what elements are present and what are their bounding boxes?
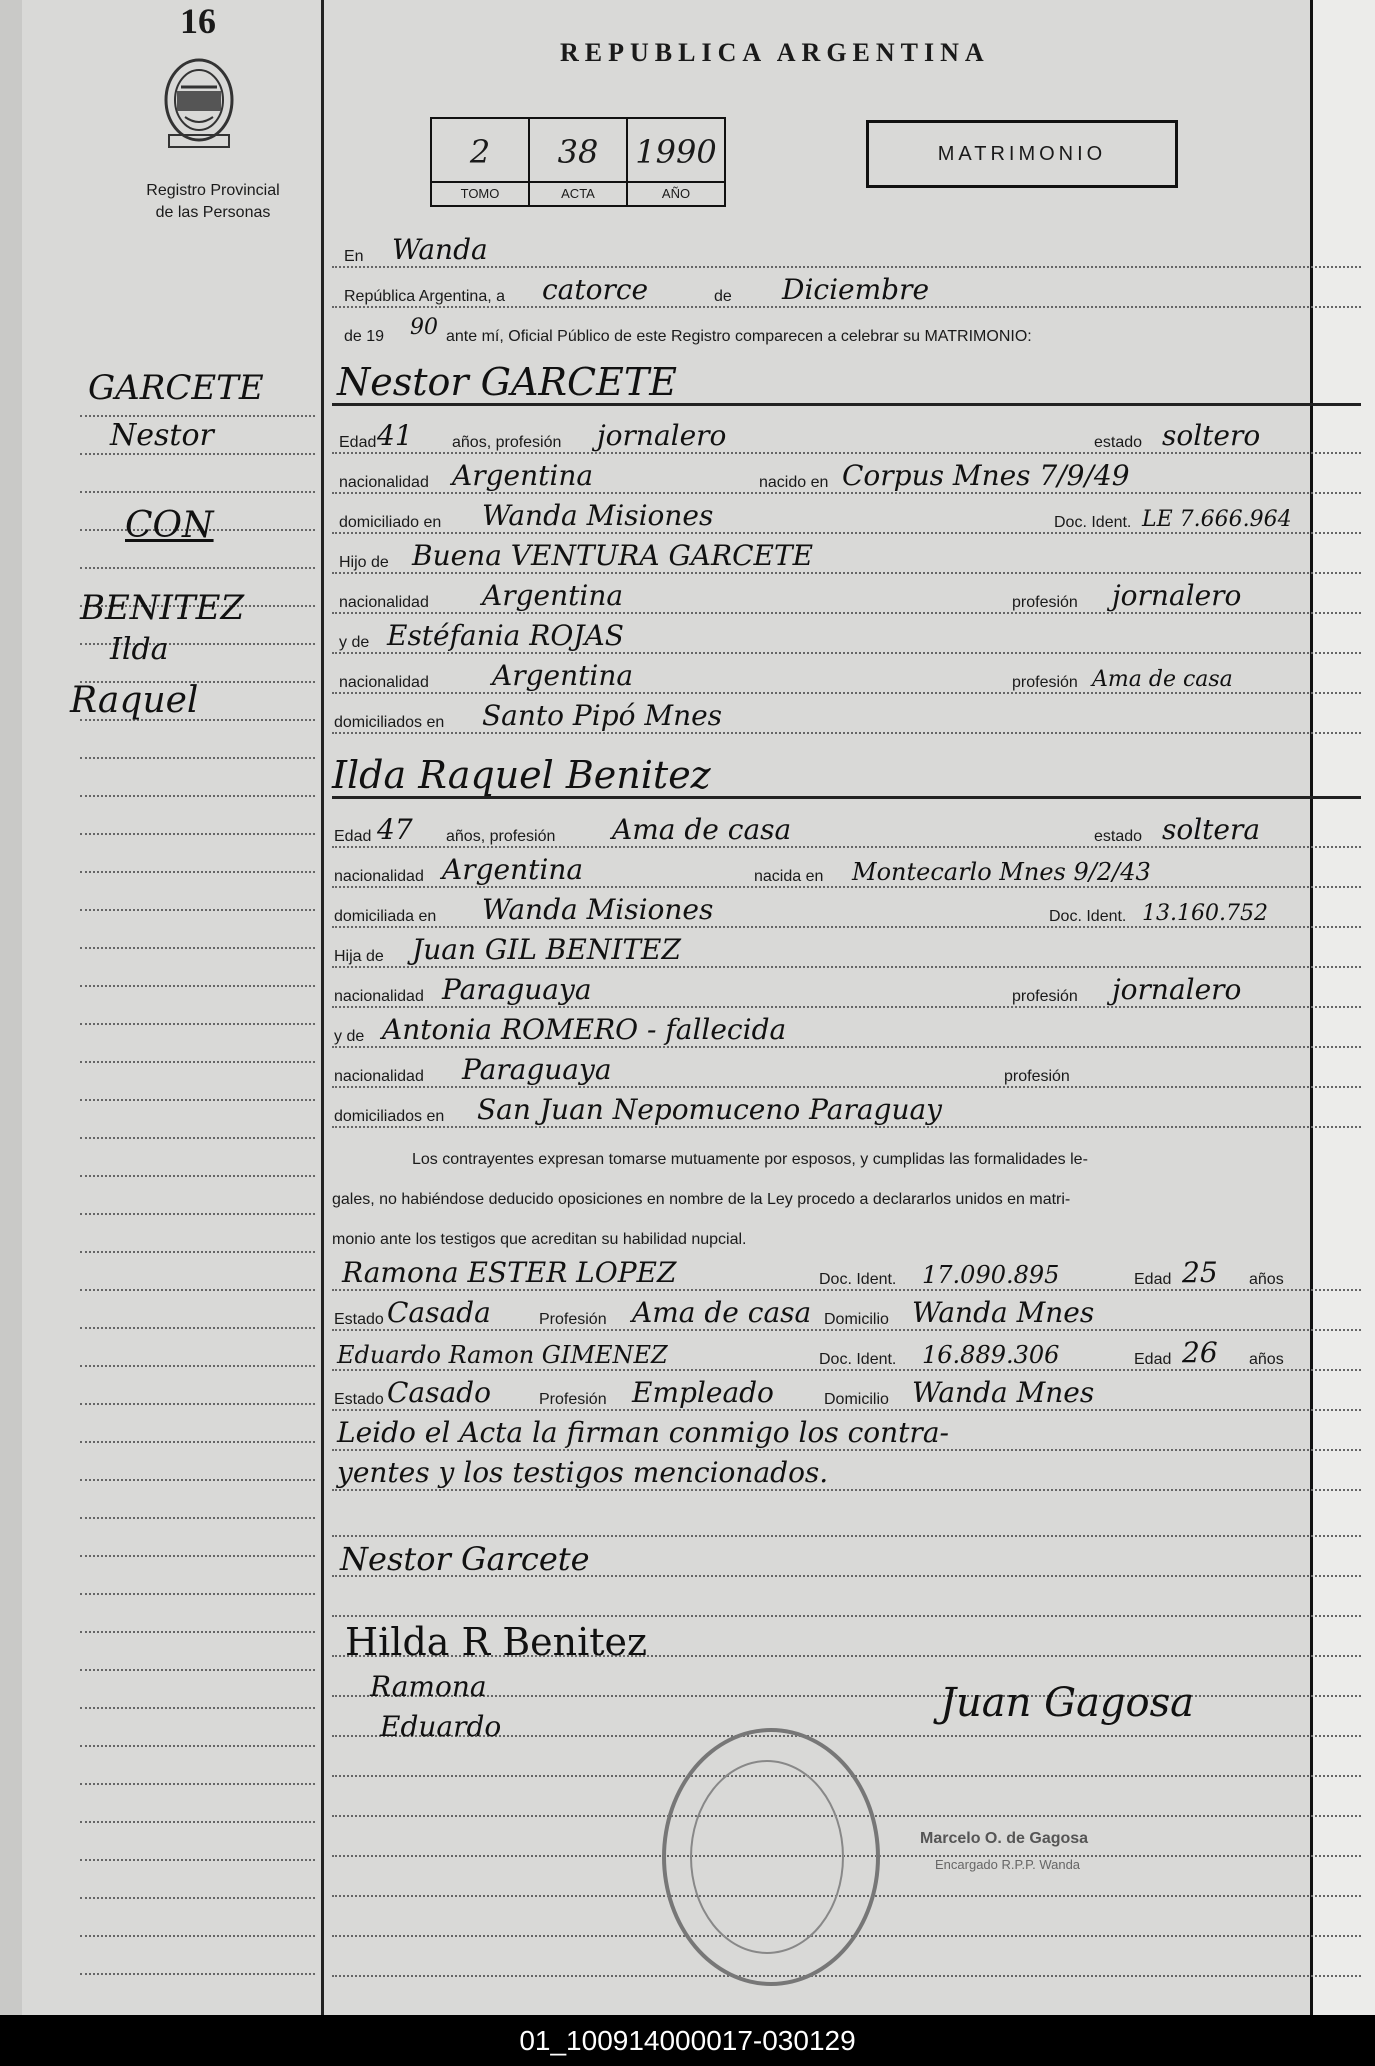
y-de-label: y de [339, 634, 370, 651]
anos-label: años, profesión [446, 828, 556, 845]
row-bride-padre-nac [332, 972, 1361, 1012]
signature-witness-2: Eduardo [380, 1710, 502, 1743]
margin-name-bride-1: Ilda [110, 632, 169, 667]
margin-dotted-line [80, 567, 315, 569]
ano-value: 1990 [635, 133, 717, 171]
groom-profesion: jornalero [597, 419, 727, 452]
row-fecha [332, 272, 1361, 312]
margin-dotted-line [80, 1099, 315, 1101]
dotted-line [332, 1369, 1361, 1371]
margin-dotted-line [80, 1669, 315, 1671]
dotted-line [332, 572, 1361, 574]
dotted-line [332, 1006, 1361, 1008]
groom-madre: Estéfania ROJAS [387, 619, 624, 652]
witness-2-doc: 16.889.306 [922, 1341, 1060, 1369]
groom-madre-nacionalidad: Argentina [492, 659, 634, 692]
doc-label: Doc. Ident. [819, 1351, 897, 1368]
anos-label: años [1249, 1271, 1284, 1288]
stamp-title: Encargado R.P.P. Wanda [935, 1857, 1081, 1872]
domiciliados-label: domiciliados en [334, 714, 445, 731]
bride-madre-nacionalidad: Paraguaya [462, 1053, 612, 1086]
acta-label: ACTA [530, 181, 626, 205]
margin-dotted-line [80, 795, 315, 797]
dotted-line [332, 1489, 1361, 1491]
nacionalidad-label: nacionalidad [334, 868, 424, 885]
dotted-line [332, 692, 1361, 694]
registry-line-2: de las Personas [155, 204, 271, 221]
margin-dotted-line [80, 453, 315, 455]
bride-doc: 13.160.752 [1142, 901, 1268, 926]
closing-line-1: Leido el Acta la firman conmigo los contra- [337, 1416, 949, 1449]
row-closing-2 [332, 1455, 1361, 1495]
provincial-seal-icon [163, 55, 235, 160]
dotted-line [332, 1409, 1361, 1411]
row-year [332, 312, 1361, 352]
edad-label: Edad [1134, 1351, 1172, 1368]
row-groom-padre [332, 538, 1361, 578]
bride-padre-nacionalidad: Paraguaya [442, 973, 592, 1006]
profesion-label: Profesión [539, 1391, 607, 1408]
declaration-text [332, 1140, 1355, 1260]
groom-domicilio: Wanda Misiones [482, 499, 714, 532]
margin-dotted-line [80, 1821, 315, 1823]
row-groom-name [332, 360, 1361, 410]
dotted-line [332, 492, 1361, 494]
profesion-label: profesión [1012, 988, 1078, 1005]
domicilio-label: Domicilio [824, 1391, 889, 1408]
row-bride-edad [332, 812, 1361, 852]
row-closing-1 [332, 1415, 1361, 1455]
anos-label: años [1249, 1351, 1284, 1368]
margin-dotted-line [80, 1479, 315, 1481]
profesion-label: Profesión [539, 1311, 607, 1328]
profesion-label: profesión [1012, 674, 1078, 691]
dotted-line [332, 1329, 1361, 1331]
edad-label: Edad [1134, 1271, 1172, 1288]
margin-dotted-line [80, 871, 315, 873]
bride-edad: 47 [377, 813, 413, 846]
margin-dotted-line [80, 1403, 315, 1405]
margin-rule [321, 0, 324, 2015]
tomo-label: TOMO [432, 181, 528, 205]
estado-label: estado [1094, 828, 1143, 845]
bride-domicilio: Wanda Misiones [482, 893, 714, 926]
margin-dotted-line [80, 1935, 315, 1937]
blank-dotted-line [332, 1615, 1361, 1617]
row-bride-madre [332, 1012, 1361, 1052]
hijo-label: Hijo de [339, 554, 389, 571]
dotted-line [332, 1289, 1361, 1291]
margin-dotted-line [80, 1289, 315, 1291]
row-bride-padre [332, 932, 1361, 972]
groom-nacido: Corpus Mnes 7/9/49 [842, 459, 1130, 492]
witness-1-estado: Casada [387, 1296, 491, 1329]
row-groom-dom [332, 498, 1361, 538]
row-groom-nac [332, 458, 1361, 498]
witness-1-edad: 25 [1182, 1256, 1218, 1289]
groom-domicilio-padres: Santo Pipó Mnes [482, 699, 723, 732]
row-groom-madre [332, 618, 1361, 658]
margin-name-groom: Nestor [110, 418, 214, 453]
dotted-line [332, 306, 1361, 308]
witness-2-edad: 26 [1182, 1336, 1218, 1369]
row-groom-madre-nac [332, 658, 1361, 698]
groom-padre-profesion: jornalero [1112, 579, 1242, 612]
row-groom-dom-padres [332, 698, 1361, 738]
year-prefix: de 19 [344, 328, 385, 345]
nacido-label: nacido en [759, 474, 829, 491]
groom-madre-profesion: Ama de casa [1092, 667, 1233, 692]
margin-dotted-line [80, 1555, 315, 1557]
margin-dotted-line [80, 909, 315, 911]
witness-2-domicilio: Wanda Mnes [912, 1376, 1095, 1409]
dotted-line [332, 1086, 1361, 1088]
dotted-line [332, 612, 1361, 614]
nacionalidad-label: nacionalidad [334, 988, 424, 1005]
bride-profesion: Ama de casa [612, 813, 792, 846]
margin-dotted-line [80, 1897, 315, 1899]
margin-dotted-line [80, 1213, 315, 1215]
nacionalidad-label: nacionalidad [339, 474, 429, 491]
witness-1-domicilio: Wanda Mnes [912, 1296, 1095, 1329]
margin-dotted-line [80, 1859, 315, 1861]
document-title: REPUBLICA ARGENTINA [560, 38, 990, 67]
row-witness-1 [332, 1255, 1361, 1295]
dotted-line [332, 266, 1361, 268]
groom-doc: LE 7.666.964 [1142, 507, 1292, 532]
witness-2-name: Eduardo Ramon GIMENEZ [337, 1341, 668, 1369]
row-witness-1-details [332, 1295, 1361, 1335]
bride-padre-profesion: jornalero [1112, 973, 1242, 1006]
margin-dotted-line [80, 833, 315, 835]
groom-padre-nacionalidad: Argentina [482, 579, 624, 612]
signature-officer: Juan Gagosa [940, 1680, 1194, 1726]
dotted-line [332, 886, 1361, 888]
edad-label: Edad [339, 434, 377, 451]
groom-nacionalidad: Argentina [452, 459, 594, 492]
signature-witness-1: Ramona [370, 1670, 487, 1703]
row-groom-padre-nac [332, 578, 1361, 618]
document-type-box: MATRIMONIO [866, 120, 1178, 188]
margin-con: CON [125, 505, 214, 546]
blank-dotted-line [332, 1975, 1361, 1977]
page-number: 16 [180, 1, 216, 41]
margin-dotted-line [80, 1631, 315, 1633]
margin-dotted-line [80, 1973, 315, 1975]
witness-1-name: Ramona ESTER LOPEZ [342, 1256, 677, 1289]
margin-dotted-line [80, 1327, 315, 1329]
profesion-label: profesión [1004, 1068, 1070, 1085]
bride-estado: soltera [1162, 813, 1261, 846]
signature-bride: Hilda R Benitez [345, 1620, 648, 1664]
hija-label: Hija de [334, 948, 384, 965]
margin-dotted-line [80, 491, 315, 493]
doc-label: Doc. Ident. [819, 1271, 897, 1288]
y-de-label: y de [334, 1028, 365, 1045]
doc-label: Doc. Ident. [1049, 908, 1127, 925]
nacionalidad-label: nacionalidad [339, 594, 429, 611]
dotted-line [332, 1046, 1361, 1048]
domiciliados-label: domiciliados en [334, 1108, 445, 1125]
domiciliada-label: domiciliada en [334, 908, 437, 925]
ano-label: AÑO [628, 181, 724, 205]
dotted-line [332, 1126, 1361, 1128]
bride-madre: Antonia ROMERO - fallecida [382, 1013, 787, 1046]
bride-domicilio-padres: San Juan Nepomuceno Paraguay [477, 1093, 942, 1126]
dotted-line [332, 966, 1361, 968]
margin-dotted-line [80, 1061, 315, 1063]
profesion-label: profesión [1012, 594, 1078, 611]
statement-text: ante mí, Oficial Público de este Registro comparecen a celebrar su MATRIMONIO: [446, 328, 1032, 345]
dotted-line [332, 1449, 1361, 1451]
record-table [430, 117, 726, 207]
domiciliado-label: domiciliado en [339, 514, 442, 531]
row-witness-2-details [332, 1375, 1361, 1415]
groom-edad: 41 [377, 419, 413, 452]
de-label: de [714, 288, 732, 305]
en-label: En [344, 248, 364, 265]
margin-dotted-line [80, 985, 315, 987]
tomo-cell [432, 119, 530, 205]
dotted-line [332, 926, 1361, 928]
margin-surname-bride: BENITEZ [80, 588, 245, 628]
ano-cell [628, 119, 724, 205]
margin-dotted-line [80, 1023, 315, 1025]
margin-dotted-line [80, 1251, 315, 1253]
stamp-name: Marcelo O. de Gagosa [920, 1830, 1089, 1847]
margin-name-bride-2: Raquel [70, 680, 199, 721]
day-value: catorce [542, 273, 649, 306]
witness-2-estado: Casado [387, 1376, 491, 1409]
month-value: Diciembre [782, 273, 930, 306]
republica-label: República Argentina, a [344, 288, 505, 305]
margin-dotted-line [80, 1707, 315, 1709]
page-binding-strip [0, 0, 22, 2015]
declaration-line-3: monio ante los testigos que acreditan su habilidad nupcial. [332, 1231, 747, 1248]
registry-line-1: Registro Provincial [146, 182, 280, 199]
estado-label: Estado [334, 1311, 384, 1328]
row-en [332, 232, 1361, 272]
groom-name: Nestor GARCETE [337, 360, 677, 404]
dotted-line [332, 652, 1361, 654]
margin-dotted-line [80, 1365, 315, 1367]
margin-surname-groom: GARCETE [88, 368, 264, 408]
estado-label: estado [1094, 434, 1143, 451]
image-identifier: 01_100914000017-030129 [0, 2015, 1375, 2066]
row-bride-dom-padres [332, 1092, 1361, 1132]
registry-name [118, 180, 308, 224]
margin-dotted-line [80, 1517, 315, 1519]
margin-dotted-line [80, 947, 315, 949]
doc-label: Doc. Ident. [1054, 514, 1132, 531]
margin-dotted-line [80, 1783, 315, 1785]
bride-name: Ilda Raquel Benitez [332, 753, 711, 797]
margin-dotted-line [80, 1441, 315, 1443]
witness-2-profesion: Empleado [632, 1376, 774, 1409]
groom-padre: Buena VENTURA GARCETE [412, 539, 814, 572]
dotted-line [332, 452, 1361, 454]
row-groom-edad [332, 418, 1361, 458]
nacionalidad-label: nacionalidad [334, 1068, 424, 1085]
margin-dotted-line [80, 757, 315, 759]
witness-1-doc: 17.090.895 [922, 1261, 1060, 1289]
dotted-line [332, 846, 1361, 848]
signature-groom: Nestor Garcete [340, 1540, 590, 1578]
margin-dotted-line [80, 1593, 315, 1595]
margin-dotted-line [80, 1175, 315, 1177]
edad-label: Edad [334, 828, 372, 845]
blank-dotted-line [332, 1535, 1361, 1537]
bride-nacionalidad: Argentina [442, 853, 584, 886]
year-suffix-value: 90 [410, 315, 438, 340]
declaration-line-2: gales, no habiéndose deducido oposiciones en nombre de la Ley procedo a declararlos unidos en matri- [332, 1191, 1071, 1208]
row-bride-nac [332, 852, 1361, 892]
margin-dotted-line [80, 1137, 315, 1139]
domicilio-label: Domicilio [824, 1311, 889, 1328]
estado-label: Estado [334, 1391, 384, 1408]
bride-padre: Juan GIL BENITEZ [412, 933, 681, 966]
locality-value: Wanda [392, 233, 488, 266]
nacionalidad-label: nacionalidad [339, 674, 429, 691]
dotted-line [332, 732, 1361, 734]
declaration-line-1: Los contrayentes expresan tomarse mutuamente por esposos, y cumplidas las formalidades le- [412, 1151, 1088, 1168]
nacida-label: nacida en [754, 868, 824, 885]
groom-estado: soltero [1162, 419, 1261, 452]
bride-nacida: Montecarlo Mnes 9/2/43 [852, 858, 1151, 886]
closing-line-2: yentes y los testigos mencionados. [337, 1456, 829, 1489]
row-bride-dom [332, 892, 1361, 932]
row-bride-name [332, 748, 1361, 803]
row-bride-madre-nac [332, 1052, 1361, 1092]
row-witness-2 [332, 1335, 1361, 1375]
margin-dotted-line [80, 1745, 315, 1747]
tomo-value: 2 [469, 133, 491, 171]
dotted-line [332, 532, 1361, 534]
margin-dotted-line [80, 415, 315, 417]
official-stamp-inner [690, 1760, 844, 1954]
acta-value: 38 [557, 133, 599, 171]
anos-label: años, profesión [452, 434, 562, 451]
acta-cell [530, 119, 628, 205]
witness-1-profesion: Ama de casa [632, 1296, 812, 1329]
